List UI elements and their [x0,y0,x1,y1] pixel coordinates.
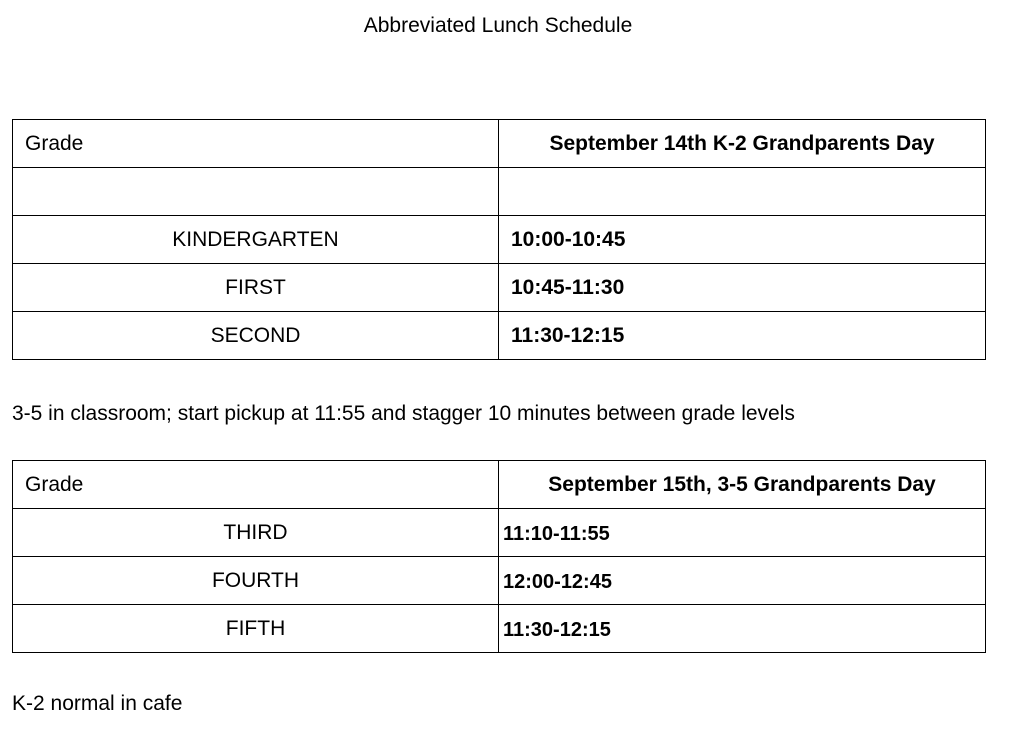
table-row [13,605,986,653]
grades-3-5-lunch-table [12,460,986,653]
grade-cell: THIRD [13,509,499,557]
table-header-row [13,120,986,168]
event-column-header: September 14th K-2 Grandparents Day [499,120,986,168]
table-row [13,216,986,264]
time-cell: 11:30-12:15 [499,312,986,360]
document-title: Abbreviated Lunch Schedule [363,14,633,37]
table-row [13,557,986,605]
table-header-row [13,461,986,509]
grade-cell: SECOND [13,312,499,360]
time-cell: 10:00-10:45 [499,216,986,264]
time-cell: 12:00-12:45 [499,557,986,605]
k2-lunch-table [12,119,986,360]
grade-cell: FOURTH [13,557,499,605]
table-row [13,509,986,557]
table-row [13,168,986,216]
grade-cell [13,168,499,216]
time-cell: 11:10-11:55 [499,509,986,557]
time-cell: 10:45-11:30 [499,264,986,312]
table-row [13,312,986,360]
table-row [13,264,986,312]
grade-cell: FIFTH [13,605,499,653]
time-cell: 11:30-12:15 [499,605,986,653]
grade-cell: KINDERGARTEN [13,216,499,264]
grade-column-header: Grade [13,461,499,509]
classroom-pickup-note: 3-5 in classroom; start pickup at 11:55 and stagger 10 minutes between grade levels [12,402,795,425]
grade-cell: FIRST [13,264,499,312]
grade-column-header: Grade [13,120,499,168]
cafe-note: K-2 normal in cafe [12,692,183,715]
time-cell [499,168,986,216]
event-column-header: September 15th, 3-5 Grandparents Day [499,461,986,509]
